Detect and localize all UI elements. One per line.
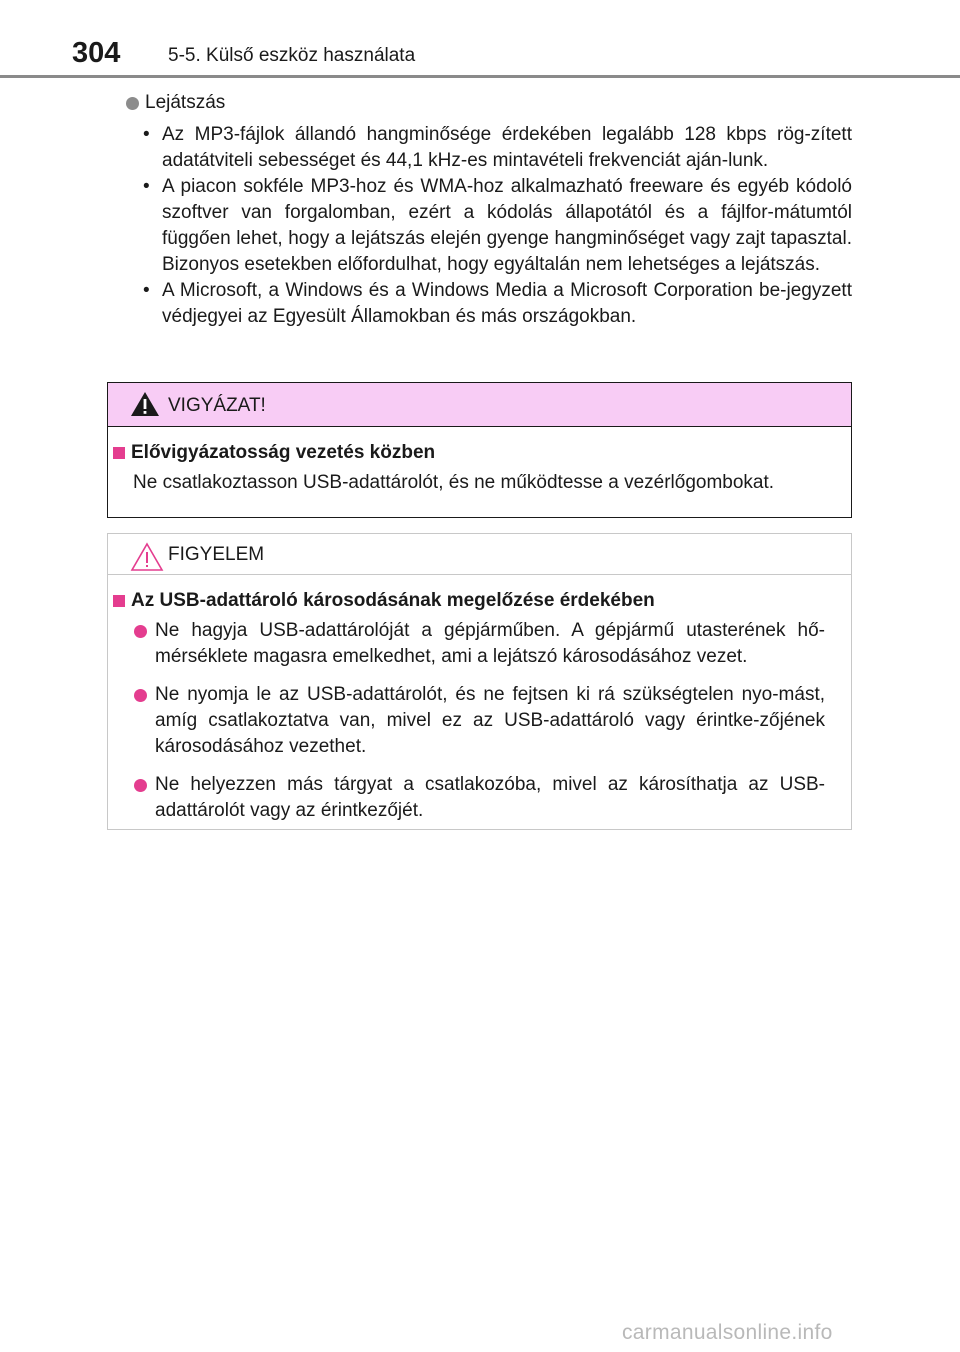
warning-triangle-outline-icon [130,542,164,572]
bullet-dot-icon [134,625,147,638]
caution-text: Ne csatlakoztasson USB-adattárolót, és ne működtesse a vezérlőgombokat. [133,472,775,493]
notice-box [107,533,852,830]
list-item [113,772,829,824]
bullet-dot-icon [134,779,147,792]
square-bullet-icon [113,447,125,459]
page-number: 304 [72,37,121,69]
list-item-text: Ne nyomja le az USB-adattárolót, és ne fejtsen ki rá szükségtelen nyo-mást, amíg csatlakoztatva van, mivel ez az USB-adattároló vagy érintke-zőjének károsodásához vezethet. [155,684,825,757]
caution-box [107,382,852,518]
section-heading [126,92,225,114]
playback-notes-list [126,122,852,330]
caution-subheading [113,442,829,464]
header-divider [0,75,960,78]
list-item-text: Ne hagyja USB-adattárolóját a gépjárműben. A gépjármű utasterének hő-mérséklete magasra emelkedhet, ami a lejátszó károsodásához vezet. [155,620,825,667]
list-item: • A Microsoft, a Windows és a Windows Media a Microsoft Corporation be-jegyzett védjegyei az Egyesült Államokban és más országokban. [126,278,852,330]
chapter-title: 5-5. Külső eszköz használata [168,45,416,66]
list-item-text: Ne helyezzen más tárgyat a csatlakozóba, mivel az károsíthatja az USB-adattárolót vagy az érintkezőjét. [155,774,825,821]
section-heading-label: Lejátszás [145,92,226,113]
notice-box-header [108,534,851,575]
notice-subheading [113,590,829,612]
page-header [0,0,960,80]
notice-box-body [108,590,851,824]
caution-box-body [108,442,851,496]
notice-list [113,618,829,824]
caution-title: VIGYÁZAT! [168,395,266,416]
warning-triangle-filled-icon [130,391,160,417]
bullet-dot-icon [134,689,147,702]
square-bullet-icon [113,595,125,607]
list-item: • Az MP3-fájlok állandó hangminősége érdekében legalább 128 kbps rög-zített adatátviteli sebességet és 44,1 kHz-es mintavételi frekvenciát aján-lunk. [126,122,852,174]
notice-subheading-label: Az USB-adattároló károsodásának megelőzése érdekében [131,590,655,611]
caution-box-header [108,383,851,427]
list-item: • A piacon sokféle MP3-hoz és WMA-hoz alkalmazható freeware és egyéb kódoló szoftver van forgalomban, ezért a kódolás állapotától és a fájlfor-mátumtól függően lehet, hogy a lejátszás elején gyenge hangminőséget vagy zajt tapasztal. Bizonyos esetekben előfordulhat, hogy egyáltalán nem lehetséges a lejátszás. [126,174,852,278]
caution-subheading-label: Elővigyázatosság vezetés közben [131,442,436,463]
bullet-dot-icon [126,97,139,110]
list-item [113,618,829,670]
notice-title: FIGYELEM [168,544,265,565]
watermark-text: carmanualsonline.info [622,1321,833,1344]
list-item [113,682,829,760]
